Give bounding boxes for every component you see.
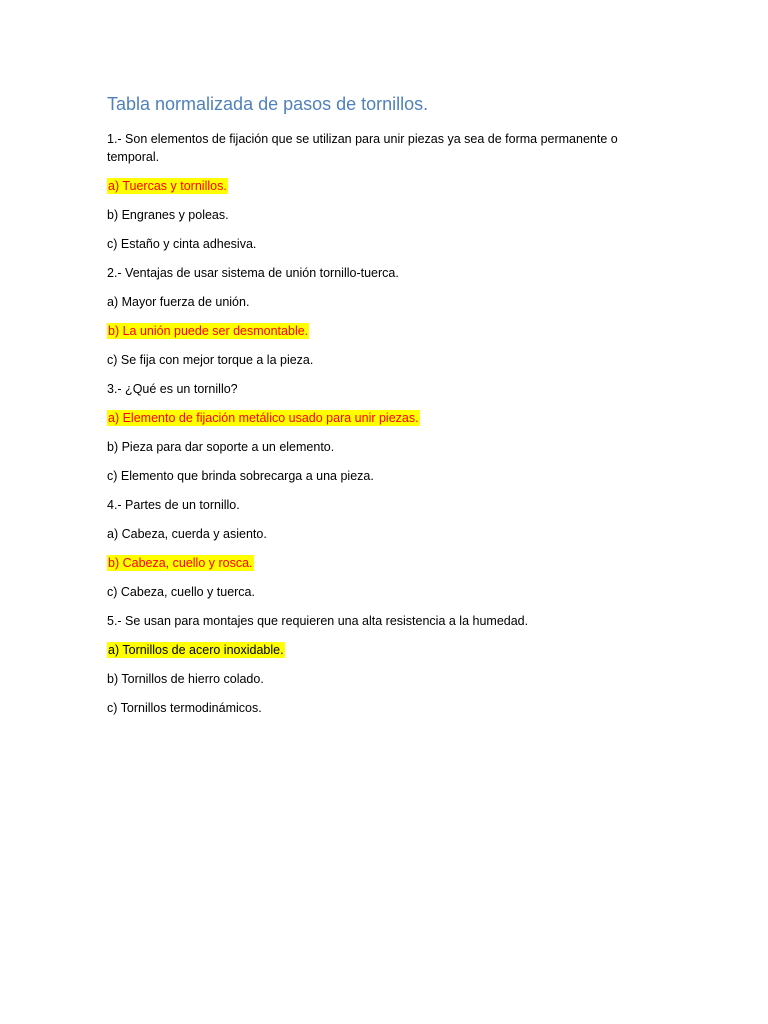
question-4-option-c: c) Cabeza, cuello y tuerca. <box>107 585 255 599</box>
question-5-option-a <box>107 641 667 659</box>
correct-answer-highlight: a) Tornillos de acero inoxidable. <box>108 643 284 657</box>
correct-answer-highlight: b) La unión puede ser desmontable. <box>108 324 309 338</box>
question-3-option-b: b) Pieza para dar soporte a un elemento. <box>107 440 335 454</box>
question-3: 3.- ¿Qué es un tornillo? <box>107 382 238 396</box>
question-1-option-a <box>107 177 667 195</box>
question-5-option-b: b) Tornillos de hierro colado. <box>107 672 264 686</box>
correct-answer-highlight: a) Tuercas y tornillos. <box>108 179 227 193</box>
question-4-option-a: a) Cabeza, cuerda y asiento. <box>107 527 267 541</box>
correct-answer-highlight: a) Elemento de fijación metálico usado para unir piezas. <box>108 411 419 425</box>
question-2-option-a: a) Mayor fuerza de unión. <box>107 295 250 309</box>
correct-answer-highlight: b) Cabeza, cuello y rosca. <box>108 556 253 570</box>
document-page <box>107 92 667 728</box>
question-5: 5.- Se usan para montajes que requieren una alta resistencia a la humedad. <box>107 614 529 628</box>
question-2-option-b <box>107 322 667 340</box>
question-1: 1.- Son elementos de fijación que se utilizan para unir piezas ya sea de forma permanente o temporal. <box>107 132 618 164</box>
question-3-option-c: c) Elemento que brinda sobrecarga a una pieza. <box>107 469 374 483</box>
question-5-option-c: c) Tornillos termodinámicos. <box>107 701 262 715</box>
document-title: Tabla normalizada de pasos de tornillos. <box>107 94 429 114</box>
question-4-option-b <box>107 554 667 572</box>
question-3-option-a <box>107 409 667 427</box>
question-2-option-c: c) Se fija con mejor torque a la pieza. <box>107 353 314 367</box>
question-1-option-c: c) Estaño y cinta adhesiva. <box>107 237 257 251</box>
question-2: 2.- Ventajas de usar sistema de unión tornillo-tuerca. <box>107 266 399 280</box>
question-4: 4.- Partes de un tornillo. <box>107 498 240 512</box>
question-1-option-b: b) Engranes y poleas. <box>107 208 229 222</box>
